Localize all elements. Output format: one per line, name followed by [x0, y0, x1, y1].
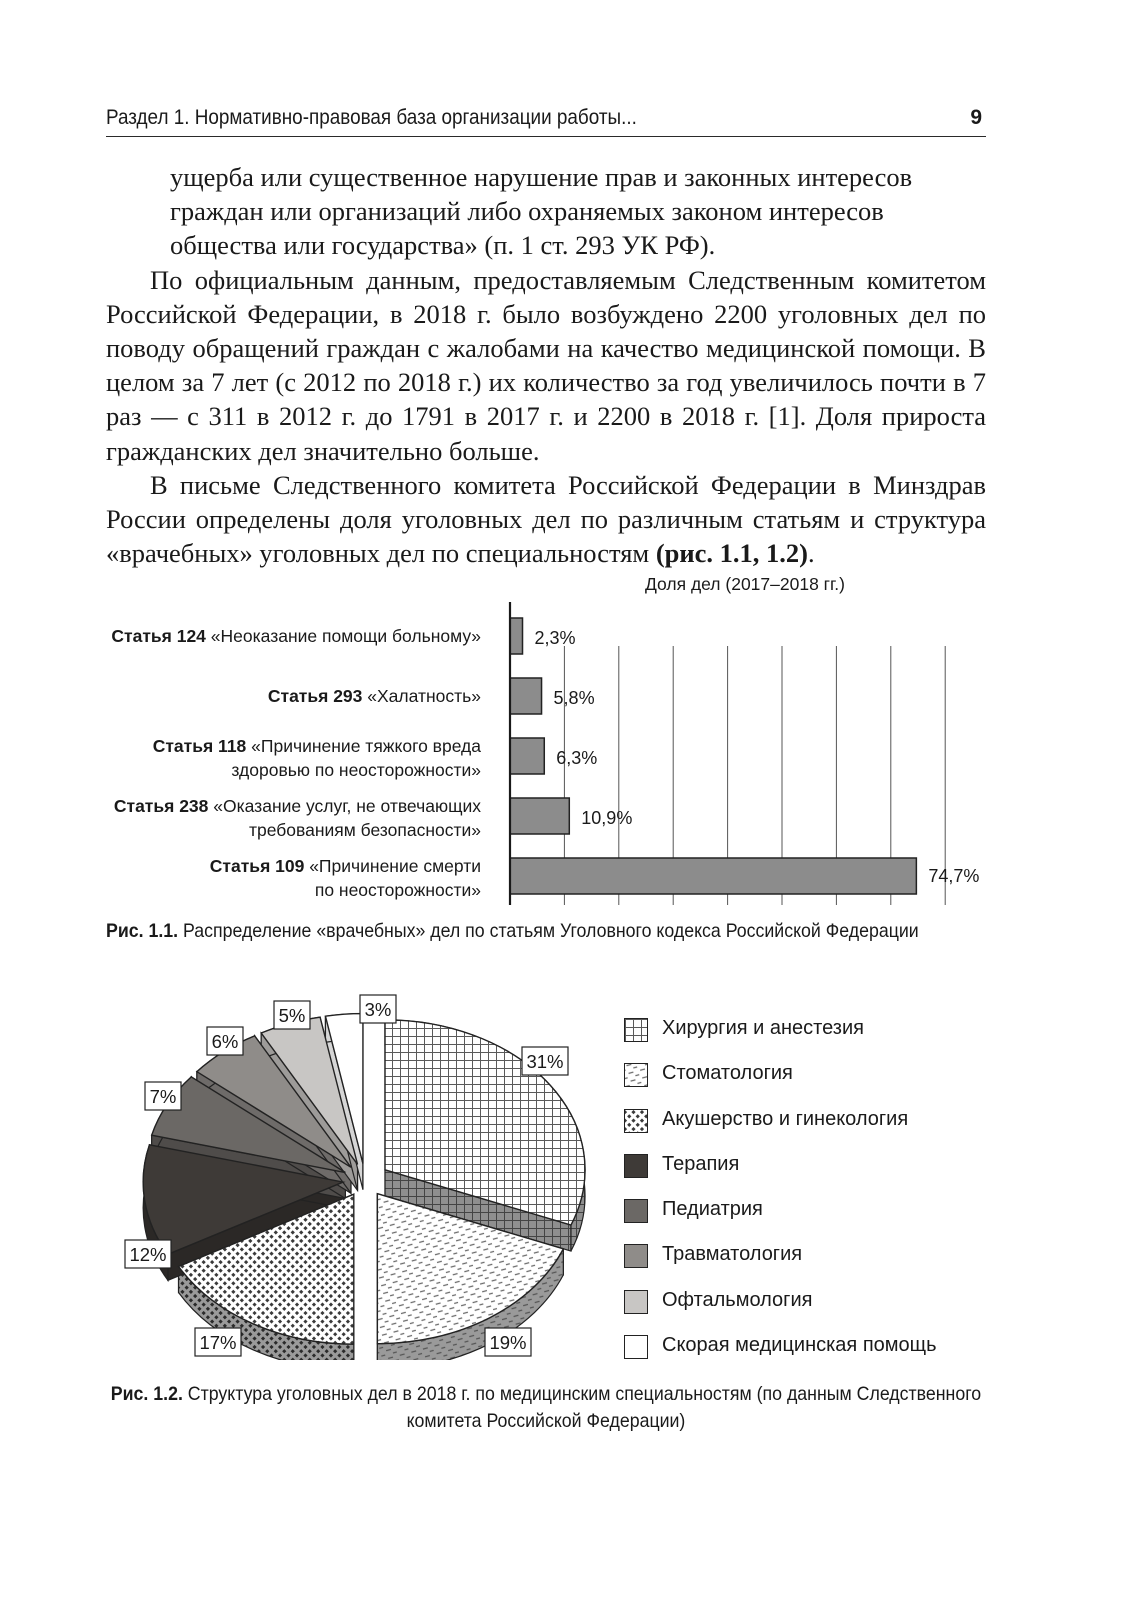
figure-1-2-text: Структура уголовных дел в 2018 г. по медицинским специальностям (по данным Следственного комитета Российской Федерации) [182, 1383, 982, 1432]
pie-value-label: 3% [364, 999, 392, 1020]
article-number: Статья 118 [152, 736, 252, 756]
legend-label: Хирургия и анестезия [662, 1017, 864, 1039]
article-number: Статья 109 [209, 856, 310, 876]
header-title: Раздел 1. Нормативно-правовая база организации работы... [106, 106, 637, 129]
figure-1-2-label: Рис. 1.2. [110, 1383, 183, 1405]
pie-value-label: 12% [129, 1244, 167, 1265]
bar-value-label: 2,3% [534, 628, 576, 648]
legend-label: Скорая медицинская помощь [662, 1334, 937, 1357]
bar-chart-articles [0, 560, 1142, 940]
paragraph-letter-end: . [807, 538, 815, 569]
bar-category-label-line2: по неосторожности» [314, 880, 481, 900]
legend-swatch-mid-dark [624, 1199, 648, 1223]
legend-label: Офтальмология [662, 1288, 813, 1311]
pie-value-label: 19% [489, 1332, 527, 1353]
bar-value-label: 6,3% [556, 748, 598, 768]
bar-category-label [153, 736, 482, 756]
bar-category-label [114, 796, 481, 816]
figure-reference: (рис. 1.1, 1.2) [655, 538, 808, 569]
article-number: Статья 124 [111, 626, 211, 646]
article-title: «Оказание услуг, не отвечающих [213, 796, 481, 816]
legend-label: Акушерство и гинекология [662, 1107, 909, 1130]
article-number: Статья 293 [267, 686, 368, 706]
bar-category-label [111, 626, 481, 646]
legend-swatch-mid [624, 1244, 648, 1268]
legend-label: Педиатрия [662, 1198, 763, 1221]
legend-swatch-dark [624, 1154, 648, 1178]
article-title: «Причинение смерти [309, 856, 481, 876]
pie-value-label: 6% [211, 1031, 239, 1052]
bar-value-label: 5,8% [553, 688, 595, 708]
figure-1-1-caption [106, 918, 986, 945]
legend-label: Травматология [662, 1243, 803, 1266]
running-header [106, 100, 986, 137]
bar-value-label: 74,7% [928, 866, 980, 886]
bar-category-label [268, 686, 481, 706]
pie-value-label: 31% [526, 1051, 564, 1072]
body-text [106, 160, 986, 570]
bar-category-label-line2: требованиям безопасности» [248, 820, 481, 840]
figure-1-1-label: Рис. 1.1. [106, 920, 179, 942]
legend-swatch-grid [624, 1018, 648, 1042]
bar-chart-title: Доля дел (2017–2018 гг.) [645, 574, 845, 594]
bar-category-label-line2: здоровью по неосторожности» [231, 760, 481, 780]
figure-1-1-text: Распределение «врачебных» дел по статьям Уголовного кодекса Российской Федерации [178, 920, 919, 942]
bar-value-label: 10,9% [581, 808, 633, 828]
article-title: «Халатность» [367, 686, 481, 706]
page-number: 9 [970, 106, 982, 129]
article-title: «Причинение тяжкого вреда [251, 736, 481, 756]
paragraph-letter-text: В письме Следственного комитета Российской Федерации в Минздрав России определены доля уголовных дел по различным статьям и структура «врачебных» уголовных дел по специальностям [106, 469, 986, 569]
figure-1-2-caption [106, 1381, 986, 1435]
quote-line-3: общества или государства» (п. 1 ст. 293 УК РФ). [170, 230, 716, 261]
pie-chart-specialties [0, 980, 1142, 1360]
legend-swatch-light [624, 1290, 648, 1314]
article-number: Статья 238 [113, 796, 214, 816]
legend-swatch-dots [624, 1109, 648, 1133]
pie-value-label: 7% [149, 1086, 177, 1107]
paragraph-letter [106, 468, 986, 571]
legend-label: Терапия [662, 1152, 740, 1175]
pie-value-label: 17% [199, 1332, 237, 1353]
bar [510, 858, 916, 894]
bar [510, 738, 544, 774]
quote-line-2: граждан или организаций либо охраняемых законом интересов [170, 196, 884, 227]
legend-label: Стоматология [662, 1062, 793, 1085]
bar [510, 618, 523, 654]
quote-line-1: ущерба или существенное нарушение прав и законных интересов [170, 162, 913, 192]
bar [510, 678, 542, 714]
legend-swatch-white [624, 1335, 648, 1359]
article-title: «Неоказание помощи больному» [210, 626, 481, 646]
pie-value-label: 5% [278, 1005, 306, 1026]
paragraph-statistics: По официальным данным, предоставляемым Следственным комитетом Российской Федерации, в 2018 г. было возбуждено 2200 уголовных дел по поводу обращений граждан с жалобами на качество медицинской помощи. В целом за 7 лет (с 2012 по 2018 г.) их количество за год увеличилось почти в 7 раз — с 311 в 2012 г. до 1791 в 2017 г. и 2200 в 2018 г. [1]. Доля прироста гражданских дел значительно больше. [106, 264, 986, 466]
bar-category-label [210, 856, 481, 876]
legend-swatch-dashes [624, 1063, 648, 1087]
bar [510, 798, 569, 834]
